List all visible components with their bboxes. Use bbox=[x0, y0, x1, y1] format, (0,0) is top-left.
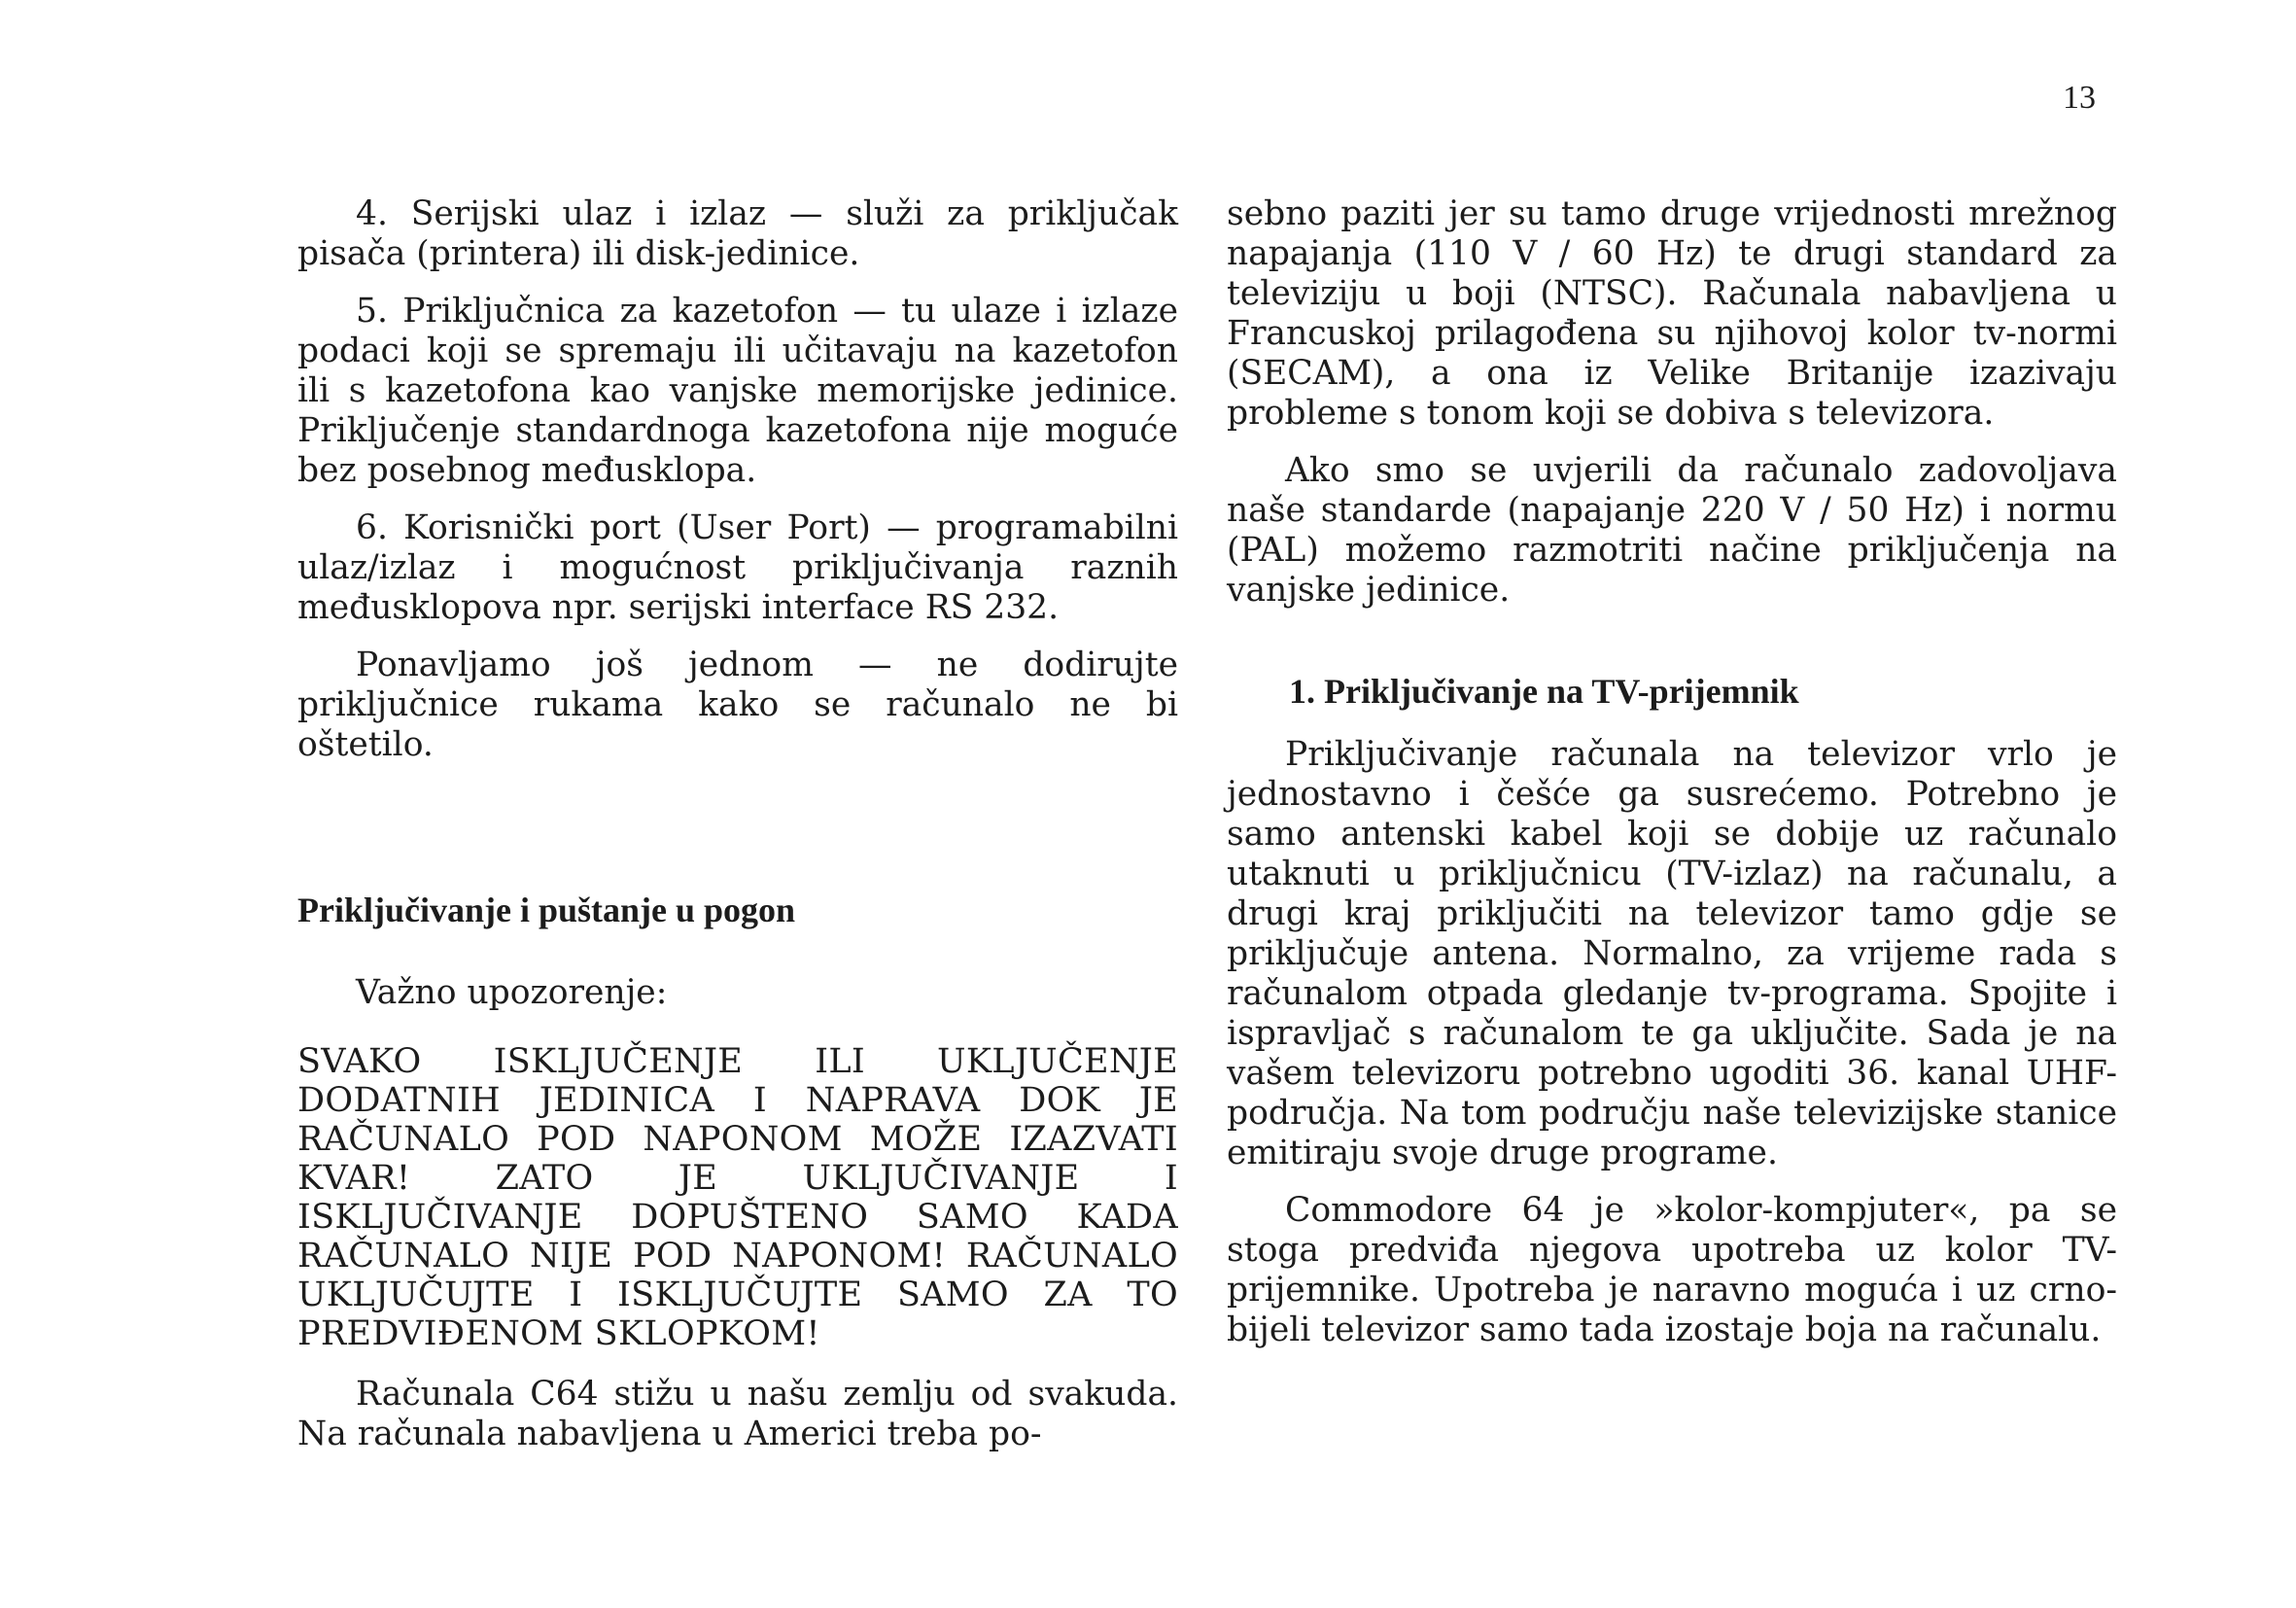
c64-origin-paragraph: Računala C64 stižu u našu zemlju od svakuda. Na računala nabavljena u Americi treba po- bbox=[297, 1375, 1178, 1453]
right-column bbox=[1227, 194, 2117, 1350]
warning-label: Važno upozorenje: bbox=[356, 973, 668, 1012]
tv-connection-paragraph: Priključivanje računala na televizor vrlo je jednostavno i češće ga susrećemo. Potrebno je samo antenski kabel koji se dobije uz računalo utaknuti u priključnicu (TV-izlaz) na računalu, a drugi kraj priključiti na televizor tamo gdje se priključuje antena. Normalno, za vrijeme rada s računalom otpada gledanje tv-programa. Spojite i ispravljač s računalom te ga uključite. Sada je na vašem televizoru potrebno ugoditi 36. kanal UHF-područja. Na tom području naše televizijske stanice emitiraju svoje druge programe. bbox=[1227, 735, 2117, 1172]
list-item-user-port: 6. Korisnički port (User Port) — programabilni ulaz/izlaz i mogućnost priključivanja raznih međusklopova npr. serijski interface RS 232. bbox=[297, 508, 1178, 627]
warning-text: SVAKO ISKLJUČENJE ILI UKLJUČENJE DODATNIH JEDINICA I NAPRAVA DOK JE RAČUNALO POD NAPONOM MOŽE IZAZVATI KVAR! ZATO JE UKLJUČIVANJE I ISKLJUČIVANJE DOPUŠTENO SAMO KADA RAČUNALO NIJE POD NAPONOM! RAČUNALO UKLJUČUJTE I ISKLJUČUJTE SAMO ZA TO PREDVIĐENOM SKLOPKOM! bbox=[297, 1042, 1178, 1353]
standards-paragraph: Ako smo se uvjerili da računalo zadovoljava naše standarde (napajanje 220 V / 50 Hz) i normu (PAL) možemo razmotriti načine priključenja na vanjske jedinice. bbox=[1227, 451, 2117, 610]
list-item-cassette-port: 5. Priključnica za kazetofon — tu ulaze i izlaze podaci koji se spremaju ili učitavaju na kazetofon ili s kazetofona kao vanjske memorijske jedinice. Priključenje standardnoga kazetofona nije moguće bez posebnog međusklopa. bbox=[297, 292, 1178, 490]
page-number: 13 bbox=[2063, 80, 2096, 116]
color-computer-paragraph: Commodore 64 je »kolor-kompjuter«, pa se stoga predviđa njegova upotreba uz kolor TV-prijemnike. Upotreba je naravno moguća i uz crno-bijeli televizor samo tada izostaje boja na računalu. bbox=[1227, 1191, 2117, 1349]
continuation-paragraph: sebno paziti jer su tamo druge vrijednosti mrežnog napajanja (110 V / 60 Hz) te drugi standard za televiziju u boji (NTSC). Računala nabavljena u Francuskoj prilagođena su njihovoj kolor tv-normi (SECAM), a ona iz Velike Britanije izazivaju probleme s tonom koji se dobiva s televizora. bbox=[1227, 194, 2117, 433]
list-item-serial-port: 4. Serijski ulaz i izlaz — služi za priključak pisača (printera) ili disk-jedinice. bbox=[297, 194, 1178, 273]
section-heading: Priključivanje i puštanje u pogon bbox=[297, 891, 796, 929]
subsection-heading: 1. Priključivanje na TV-prijemnik bbox=[1289, 672, 1799, 711]
reminder-paragraph: Ponavljamo još jednom — ne dodirujte priključnice rukama kako se računalo ne bi oštetilo. bbox=[297, 646, 1178, 764]
left-column bbox=[297, 194, 1178, 1454]
